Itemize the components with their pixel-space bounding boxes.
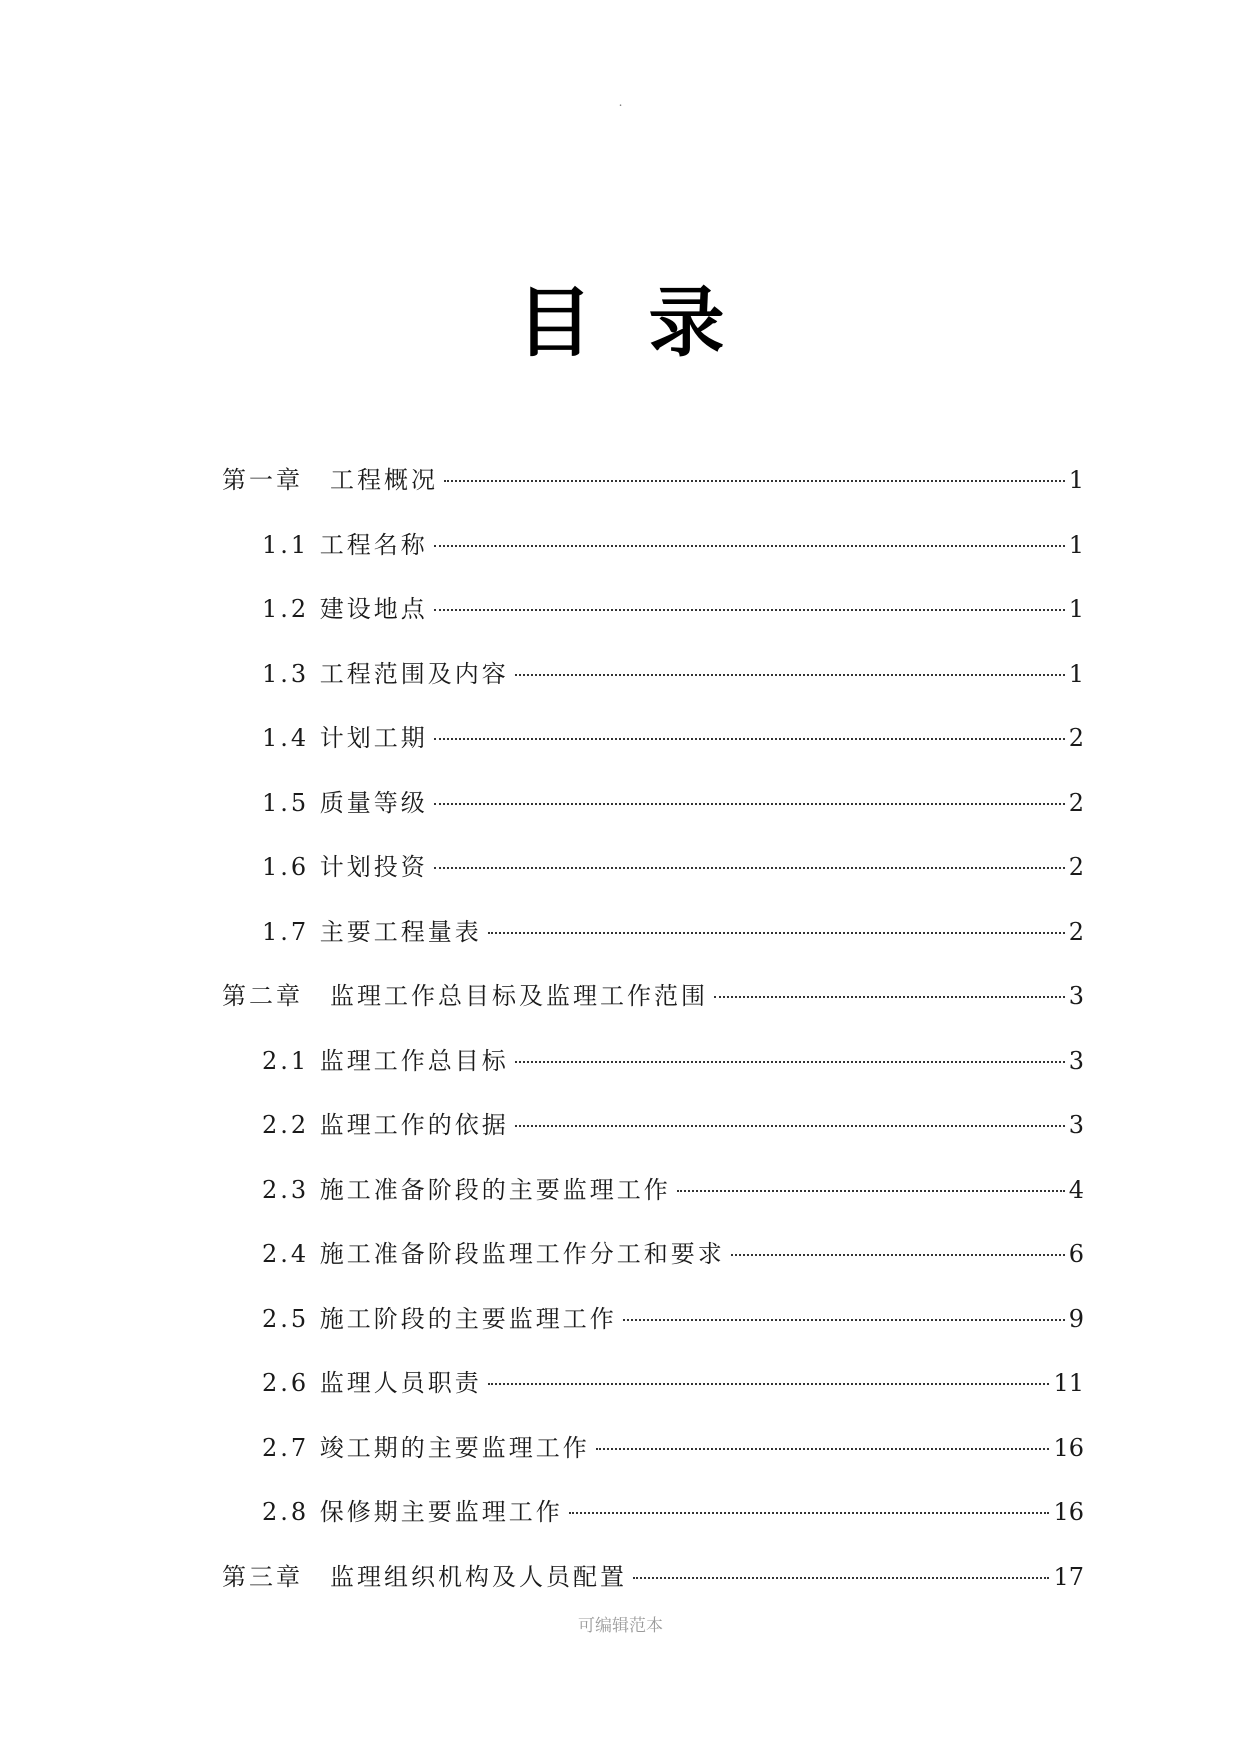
toc-dot-leader: [596, 1448, 1050, 1450]
toc-chapter-entry[interactable]: [222, 1545, 1084, 1610]
toc-section-entry[interactable]: [222, 1093, 1084, 1158]
toc-entry-page-number: 9: [1068, 1304, 1084, 1333]
toc-dot-leader: [731, 1254, 1065, 1256]
toc-entry-label: 第二章 监理工作总目标及监理工作范围: [222, 982, 708, 1010]
toc-chapter-entry[interactable]: [222, 448, 1084, 513]
toc-entry-page-number: 17: [1053, 1562, 1084, 1591]
toc-dot-leader: [569, 1512, 1050, 1514]
toc-section-entry[interactable]: [222, 1416, 1084, 1481]
toc-section-entry[interactable]: [222, 513, 1084, 578]
header-mark: .: [618, 95, 623, 109]
toc-section-entry[interactable]: [222, 835, 1084, 900]
toc-section-entry[interactable]: [222, 900, 1084, 965]
toc-dot-leader: [434, 545, 1065, 547]
table-of-contents: [222, 448, 1084, 1609]
toc-entry-page-number: 16: [1053, 1433, 1084, 1462]
toc-entry-page-number: 1: [1068, 466, 1084, 494]
toc-entry-page-number: 1: [1068, 530, 1084, 559]
toc-entry-page-number: 3: [1068, 1046, 1084, 1075]
toc-section-entry[interactable]: [222, 642, 1084, 707]
toc-section-entry[interactable]: [222, 1351, 1084, 1416]
toc-entry-label: 1.4 计划工期: [262, 724, 428, 752]
toc-section-entry[interactable]: [222, 771, 1084, 836]
toc-dot-leader: [434, 738, 1065, 740]
toc-dot-leader: [515, 1061, 1065, 1063]
toc-entry-page-number: 2: [1068, 724, 1084, 752]
toc-section-entry[interactable]: [222, 1287, 1084, 1352]
toc-entry-label: 1.6 计划投资: [262, 853, 428, 881]
toc-chapter-entry[interactable]: [222, 964, 1084, 1029]
toc-entry-page-number: 2: [1068, 917, 1084, 946]
toc-dot-leader: [488, 932, 1065, 934]
toc-section-entry[interactable]: [222, 1158, 1084, 1223]
toc-entry-label: 1.1 工程名称: [262, 530, 428, 559]
toc-dot-leader: [515, 674, 1065, 676]
toc-dot-leader: [515, 1125, 1065, 1127]
toc-entry-page-number: 3: [1068, 982, 1084, 1010]
toc-dot-leader: [434, 803, 1065, 805]
toc-entry-page-number: 16: [1053, 1498, 1084, 1526]
toc-dot-leader: [444, 480, 1065, 482]
toc-section-entry[interactable]: [222, 1480, 1084, 1545]
toc-dot-leader: [434, 867, 1065, 869]
toc-entry-label: 第一章 工程概况: [222, 466, 438, 494]
toc-dot-leader: [714, 996, 1065, 998]
toc-entry-page-number: 4: [1068, 1175, 1084, 1204]
toc-entry-page-number: 6: [1068, 1240, 1084, 1268]
toc-section-entry[interactable]: [222, 577, 1084, 642]
toc-section-entry[interactable]: [222, 1222, 1084, 1287]
toc-dot-leader: [633, 1577, 1049, 1579]
toc-entry-label: 2.8 保修期主要监理工作: [262, 1498, 563, 1526]
toc-dot-leader: [434, 609, 1065, 611]
toc-entry-label: 1.3 工程范围及内容: [262, 659, 509, 688]
page-title: 目录: [516, 278, 781, 367]
toc-entry-label: 1.5 质量等级: [262, 788, 428, 817]
toc-dot-leader: [623, 1319, 1065, 1321]
toc-section-entry[interactable]: [222, 706, 1084, 771]
toc-entry-page-number: 3: [1068, 1111, 1084, 1139]
toc-entry-label: 2.5 施工阶段的主要监理工作: [262, 1304, 617, 1333]
footer-text: 可编辑范本: [578, 1616, 663, 1636]
toc-entry-label: 第三章 监理组织机构及人员配置: [222, 1562, 627, 1591]
toc-entry-page-number: 1: [1068, 659, 1084, 688]
toc-entry-page-number: 2: [1068, 853, 1084, 881]
toc-entry-label: 2.3 施工准备阶段的主要监理工作: [262, 1175, 671, 1204]
toc-entry-label: 1.2 建设地点: [262, 595, 428, 623]
toc-entry-label: 2.2 监理工作的依据: [262, 1111, 509, 1139]
toc-dot-leader: [677, 1190, 1065, 1192]
toc-entry-page-number: 2: [1068, 788, 1084, 817]
toc-dot-leader: [488, 1383, 1050, 1385]
toc-entry-label: 2.7 竣工期的主要监理工作: [262, 1433, 590, 1462]
toc-entry-page-number: 1: [1068, 595, 1084, 623]
toc-entry-label: 1.7 主要工程量表: [262, 917, 482, 946]
toc-section-entry[interactable]: [222, 1029, 1084, 1094]
toc-entry-page-number: 11: [1053, 1369, 1084, 1397]
toc-entry-label: 2.4 施工准备阶段监理工作分工和要求: [262, 1240, 725, 1268]
toc-entry-label: 2.6 监理人员职责: [262, 1369, 482, 1397]
toc-entry-label: 2.1 监理工作总目标: [262, 1046, 509, 1075]
